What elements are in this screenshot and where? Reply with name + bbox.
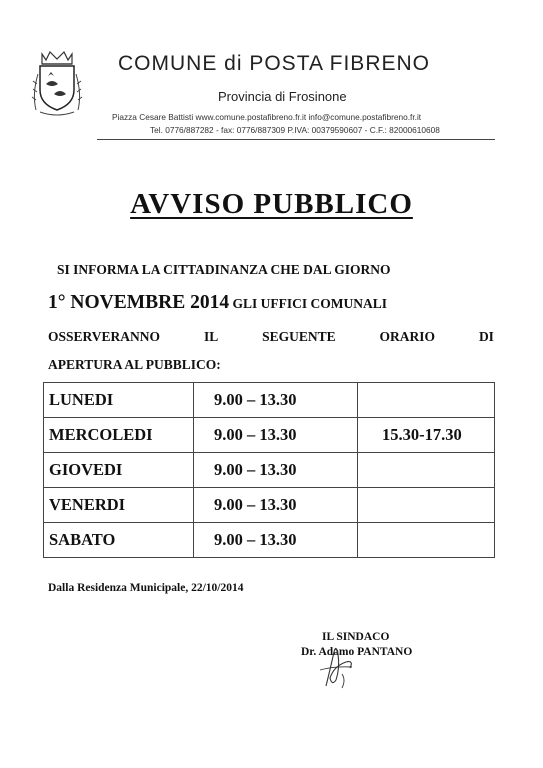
table-row — [44, 488, 495, 523]
province-name: Provincia di Frosinone — [218, 89, 347, 104]
coat-of-arms-icon — [28, 50, 86, 118]
notice-title: AVVISO PUBBLICO — [130, 188, 413, 220]
table-row — [44, 418, 495, 453]
table-row — [44, 523, 495, 558]
afternoon-hours-cell — [358, 488, 495, 523]
table-row — [44, 453, 495, 488]
day-cell: VENERDI — [44, 488, 194, 523]
notice-word: DI — [478, 329, 494, 344]
notice-line-1: SI INFORMA LA CITTADINANZA CHE DAL GIORNO — [57, 262, 391, 277]
signature-icon — [312, 640, 372, 690]
afternoon-hours-cell — [358, 453, 495, 488]
morning-hours-cell: 9.00 – 13.30 — [194, 488, 358, 523]
afternoon-hours-cell — [358, 383, 495, 418]
day-cell: GIOVEDI — [44, 453, 194, 488]
notice-word: SEGUENTE — [262, 329, 336, 344]
day-cell: LUNEDI — [44, 383, 194, 418]
notice-line-2 — [48, 292, 387, 314]
notice-word: OSSERVERANNO — [48, 329, 161, 344]
afternoon-hours-cell — [358, 523, 495, 558]
contacts-line: Tel. 0776/887282 - fax: 0776/887309 P.IVA: 00379590607 - C.F.: 82000610608 — [150, 125, 440, 135]
day-cell: MERCOLEDI — [44, 418, 194, 453]
signatory-role: IL SINDACO — [322, 631, 390, 643]
afternoon-hours-cell: 15.30-17.30 — [358, 418, 495, 453]
notice-word: IL — [203, 329, 219, 344]
table-row — [44, 383, 495, 418]
signatory-name: Dr. Adamo PANTANO — [301, 646, 413, 658]
notice-line-4: APERTURA AL PUBBLICO: — [48, 357, 221, 372]
effective-date: 1° NOVEMBRE 2014 — [48, 292, 230, 313]
morning-hours-cell: 9.00 – 13.30 — [194, 418, 358, 453]
morning-hours-cell: 9.00 – 13.30 — [194, 383, 358, 418]
municipality-name: COMUNE di POSTA FIBRENO — [118, 52, 430, 75]
notice-word: ORARIO — [379, 329, 436, 344]
notice-line-3 — [48, 329, 494, 345]
morning-hours-cell: 9.00 – 13.30 — [194, 523, 358, 558]
place-and-date: Dalla Residenza Municipale, 22/10/2014 — [48, 582, 244, 594]
header-divider — [97, 139, 495, 140]
morning-hours-cell: 9.00 – 13.30 — [194, 453, 358, 488]
address-line: Piazza Cesare Battisti www.comune.postafibreno.fr.it info@comune.postafibreno.fr.it — [112, 112, 422, 122]
notice-line-2-rest: GLI UFFICI COMUNALI — [232, 296, 388, 311]
opening-hours-table — [43, 382, 495, 558]
day-cell: SABATO — [44, 523, 194, 558]
